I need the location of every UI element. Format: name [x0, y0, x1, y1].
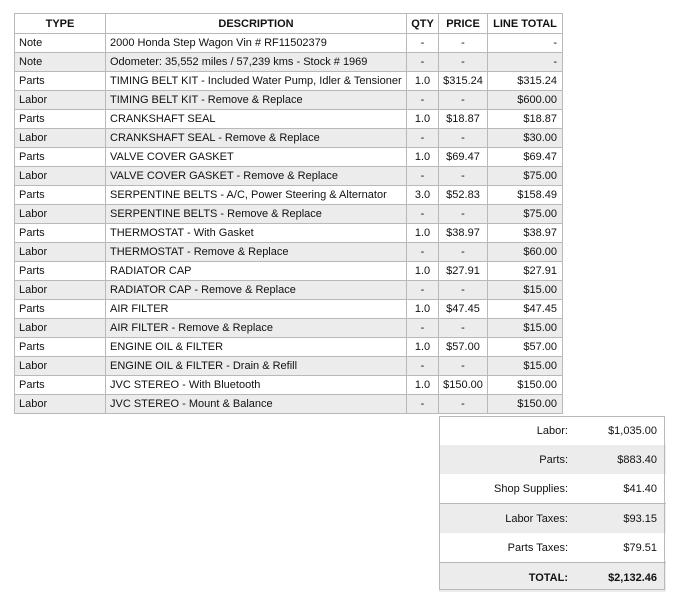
cell-qty: -	[407, 205, 439, 224]
cell-price: $57.00	[439, 338, 488, 357]
table-row	[15, 338, 563, 357]
cell-price: $52.83	[439, 186, 488, 205]
cell-description: CRANKSHAFT SEAL - Remove & Replace	[106, 129, 407, 148]
cell-price: $150.00	[439, 376, 488, 395]
cell-qty: 1.0	[407, 224, 439, 243]
cell-description: CRANKSHAFT SEAL	[106, 110, 407, 129]
cell-qty: 1.0	[407, 72, 439, 91]
shop-supplies-label: Shop Supplies:	[494, 482, 568, 495]
cell-type: Parts	[15, 300, 106, 319]
line-items-header-row	[15, 14, 563, 34]
table-row	[15, 319, 563, 338]
table-row	[15, 34, 563, 53]
cell-price: $69.47	[439, 148, 488, 167]
cell-description: THERMOSTAT - Remove & Replace	[106, 243, 407, 262]
cell-qty: 3.0	[407, 186, 439, 205]
totals-row-labor-taxes	[439, 504, 666, 534]
cell-line-total: $30.00	[488, 129, 563, 148]
cell-line-total: $15.00	[488, 357, 563, 376]
cell-price: -	[439, 167, 488, 186]
labor-taxes-label: Labor Taxes:	[439, 504, 576, 534]
table-row	[15, 91, 563, 110]
cell-price: -	[439, 53, 488, 72]
cell-line-total: -	[488, 34, 563, 53]
totals-summary	[439, 416, 666, 592]
table-row	[15, 53, 563, 72]
cell-line-total: $18.87	[488, 110, 563, 129]
grand-total-label: TOTAL:	[439, 563, 576, 593]
cell-qty: 1.0	[407, 376, 439, 395]
cell-description: TIMING BELT KIT - Remove & Replace	[106, 91, 407, 110]
cell-description: VALVE COVER GASKET - Remove & Replace	[106, 167, 407, 186]
table-row	[15, 224, 563, 243]
cell-description: ENGINE OIL & FILTER	[106, 338, 407, 357]
cell-line-total: $15.00	[488, 281, 563, 300]
cell-line-total: $60.00	[488, 243, 563, 262]
cell-type: Parts	[15, 110, 106, 129]
parts-taxes-label: Parts Taxes:	[507, 541, 568, 554]
table-row	[15, 300, 563, 319]
table-row	[15, 72, 563, 91]
cell-line-total: $57.00	[488, 338, 563, 357]
totals-row-parts	[439, 445, 666, 474]
cell-price: $38.97	[439, 224, 488, 243]
cell-qty: 1.0	[407, 262, 439, 281]
labor-taxes-value: $93.15	[576, 504, 666, 534]
labor-total-value: $1,035.00	[608, 424, 657, 437]
totals-row-shop-supplies	[439, 474, 666, 504]
cell-price: -	[439, 281, 488, 300]
cell-type: Labor	[15, 319, 106, 338]
cell-description: SERPENTINE BELTS - Remove & Replace	[106, 205, 407, 224]
cell-price: $27.91	[439, 262, 488, 281]
cell-description: ENGINE OIL & FILTER - Drain & Refill	[106, 357, 407, 376]
cell-description: JVC STEREO - Mount & Balance	[106, 395, 407, 414]
cell-line-total: $38.97	[488, 224, 563, 243]
cell-qty: -	[407, 281, 439, 300]
cell-price: -	[439, 357, 488, 376]
cell-type: Labor	[15, 281, 106, 300]
table-row	[15, 186, 563, 205]
cell-type: Labor	[15, 357, 106, 376]
cell-line-total: $47.45	[488, 300, 563, 319]
cell-line-total: $69.47	[488, 148, 563, 167]
table-row	[15, 243, 563, 262]
cell-qty: -	[407, 167, 439, 186]
column-header-type: TYPE	[15, 14, 106, 34]
cell-description: RADIATOR CAP	[106, 262, 407, 281]
table-row	[15, 110, 563, 129]
cell-qty: 1.0	[407, 338, 439, 357]
cell-type: Labor	[15, 129, 106, 148]
table-row	[15, 167, 563, 186]
table-row	[15, 129, 563, 148]
cell-price: -	[439, 319, 488, 338]
cell-line-total: $27.91	[488, 262, 563, 281]
cell-type: Parts	[15, 338, 106, 357]
cell-price: -	[439, 243, 488, 262]
cell-type: Parts	[15, 224, 106, 243]
cell-line-total: $150.00	[488, 395, 563, 414]
table-row	[15, 281, 563, 300]
totals-row-parts-taxes	[439, 533, 666, 563]
table-row	[15, 262, 563, 281]
cell-price: $47.45	[439, 300, 488, 319]
shop-supplies-value: $41.40	[623, 482, 657, 495]
cell-line-total: $158.49	[488, 186, 563, 205]
cell-line-total: $75.00	[488, 167, 563, 186]
cell-type: Note	[15, 34, 106, 53]
labor-total-label: Labor:	[536, 424, 568, 437]
table-row	[15, 395, 563, 414]
cell-type: Labor	[15, 91, 106, 110]
table-row	[15, 376, 563, 395]
cell-qty: -	[407, 53, 439, 72]
cell-price: -	[439, 205, 488, 224]
cell-type: Parts	[15, 148, 106, 167]
totals-row-grand-total	[439, 563, 666, 593]
table-row	[15, 357, 563, 376]
cell-price: $315.24	[439, 72, 488, 91]
cell-description: 2000 Honda Step Wagon Vin # RF11502379	[106, 34, 407, 53]
line-items-table	[14, 13, 563, 414]
cell-description: Odometer: 35,552 miles / 57,239 kms - Stock # 1969	[106, 53, 407, 72]
cell-description: THERMOSTAT - With Gasket	[106, 224, 407, 243]
cell-qty: 1.0	[407, 110, 439, 129]
cell-line-total: $75.00	[488, 205, 563, 224]
cell-description: JVC STEREO - With Bluetooth	[106, 376, 407, 395]
cell-price: -	[439, 395, 488, 414]
cell-type: Labor	[15, 395, 106, 414]
column-header-line-total: LINE TOTAL	[488, 14, 563, 34]
cell-description: SERPENTINE BELTS - A/C, Power Steering & Alternator	[106, 186, 407, 205]
table-row	[15, 205, 563, 224]
grand-total-value: $2,132.46	[576, 563, 666, 593]
column-header-price: PRICE	[439, 14, 488, 34]
cell-line-total: $600.00	[488, 91, 563, 110]
cell-type: Labor	[15, 167, 106, 186]
cell-price: $18.87	[439, 110, 488, 129]
table-row	[15, 148, 563, 167]
cell-price: -	[439, 91, 488, 110]
cell-qty: -	[407, 243, 439, 262]
cell-description: TIMING BELT KIT - Included Water Pump, Idler & Tensioner	[106, 72, 407, 91]
parts-total-value: $883.40	[576, 445, 666, 474]
cell-qty: 1.0	[407, 148, 439, 167]
cell-qty: -	[407, 129, 439, 148]
cell-qty: 1.0	[407, 300, 439, 319]
cell-description: VALVE COVER GASKET	[106, 148, 407, 167]
cell-qty: -	[407, 34, 439, 53]
totals-row-labor	[439, 416, 666, 445]
parts-total-label: Parts:	[439, 445, 576, 474]
cell-qty: -	[407, 395, 439, 414]
cell-description: AIR FILTER - Remove & Replace	[106, 319, 407, 338]
cell-price: -	[439, 34, 488, 53]
cell-line-total: -	[488, 53, 563, 72]
cell-type: Parts	[15, 72, 106, 91]
cell-qty: -	[407, 357, 439, 376]
cell-type: Parts	[15, 376, 106, 395]
cell-line-total: $150.00	[488, 376, 563, 395]
column-header-qty: QTY	[407, 14, 439, 34]
cell-price: -	[439, 129, 488, 148]
cell-line-total: $15.00	[488, 319, 563, 338]
cell-type: Note	[15, 53, 106, 72]
cell-qty: -	[407, 91, 439, 110]
cell-description: AIR FILTER	[106, 300, 407, 319]
cell-type: Labor	[15, 243, 106, 262]
cell-qty: -	[407, 319, 439, 338]
parts-taxes-value: $79.51	[623, 541, 657, 554]
cell-description: RADIATOR CAP - Remove & Replace	[106, 281, 407, 300]
cell-line-total: $315.24	[488, 72, 563, 91]
cell-type: Parts	[15, 262, 106, 281]
cell-type: Parts	[15, 186, 106, 205]
cell-type: Labor	[15, 205, 106, 224]
column-header-description: DESCRIPTION	[106, 14, 407, 34]
